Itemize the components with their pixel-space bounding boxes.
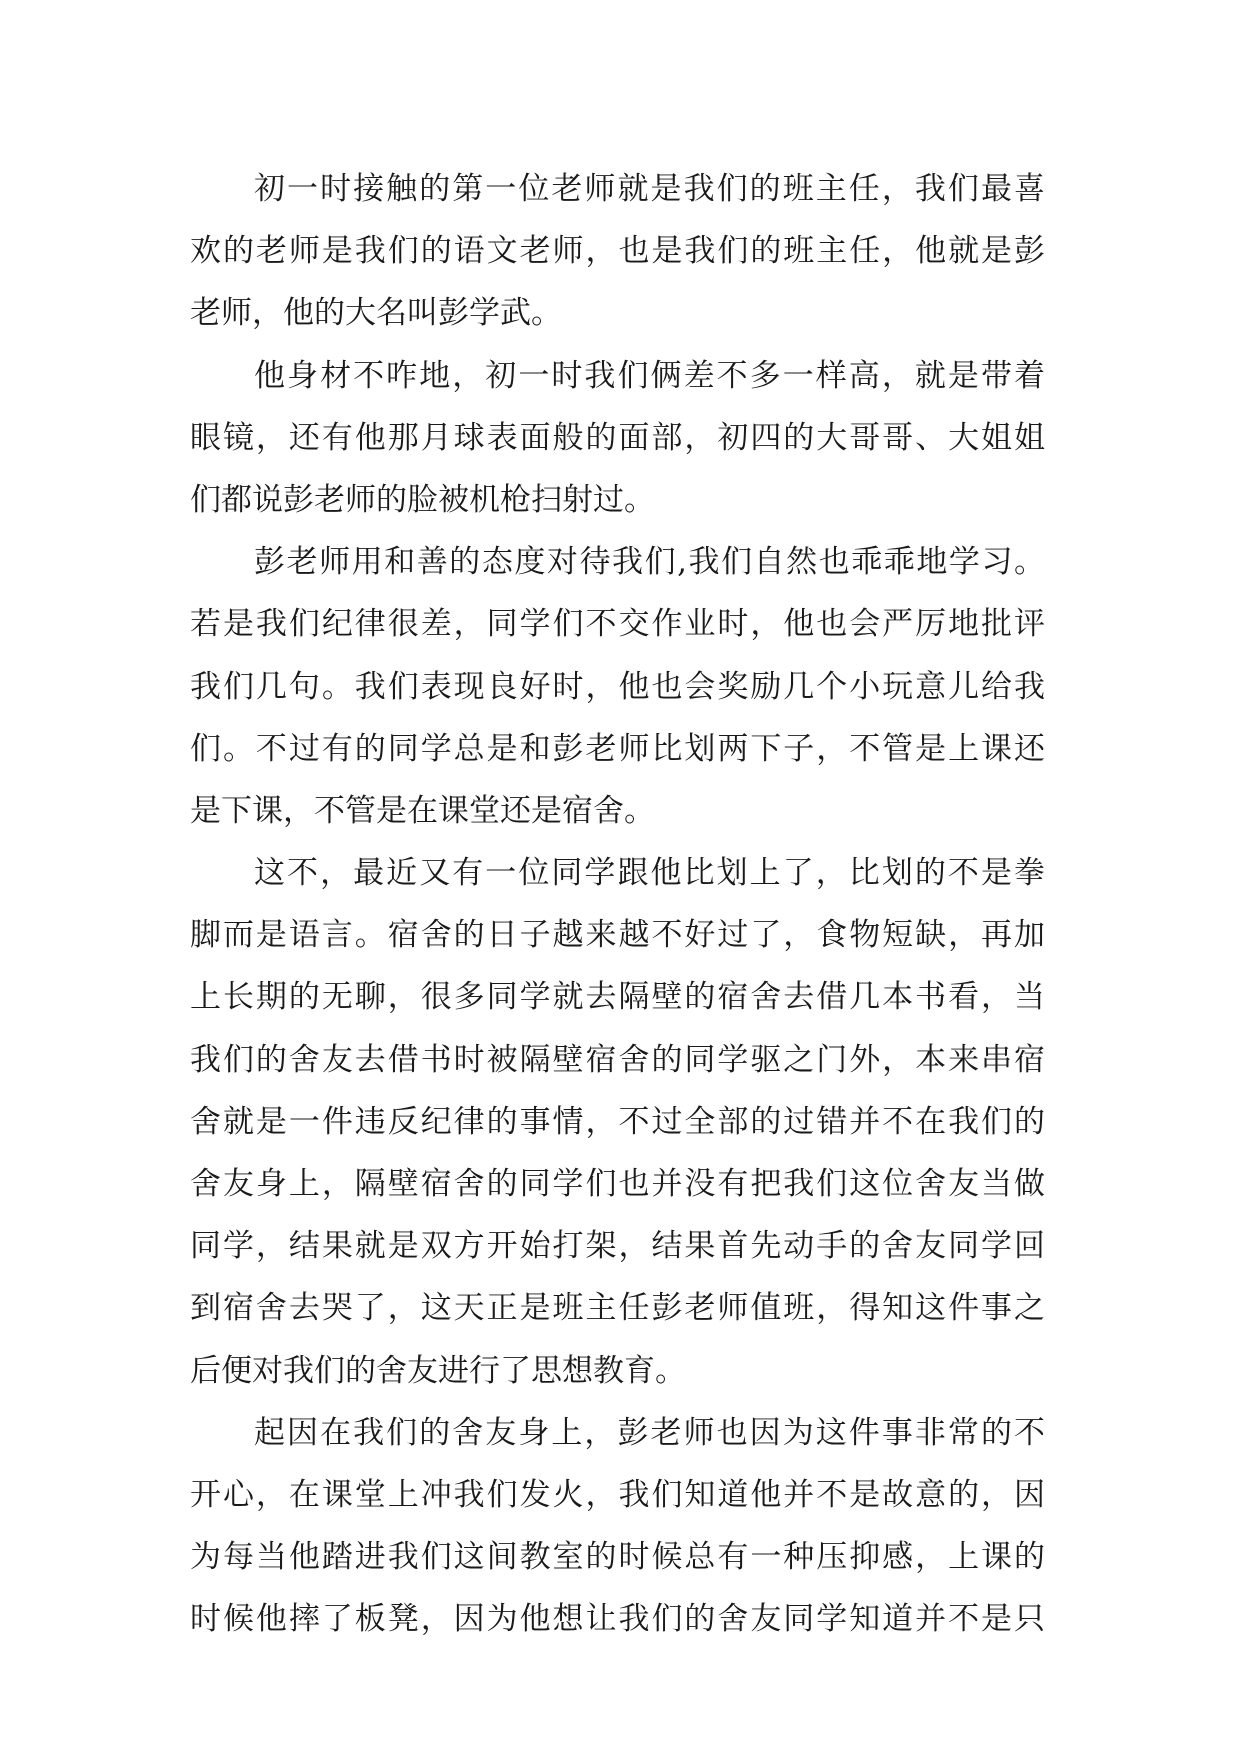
text-line: 上长期的无聊，很多同学就去隔壁的宿舍去借几本书看，当 (190, 979, 1045, 1016)
text-line: 彭老师用和善的态度对待我们,我们自然也乖乖地学习。 (254, 544, 1045, 581)
text-line: 后便对我们的舍友进行了思想教育。 (190, 1352, 686, 1389)
text-line: 这不，最近又有一位同学跟他比划上了，比划的不是拳 (254, 855, 1045, 892)
paragraph (190, 1402, 1045, 1651)
text-line: 眼镜，还有他那月球表面般的面部，初四的大哥哥、大姐姐 (190, 419, 1045, 456)
text-line: 是下课，不管是在课堂还是宿舍。 (190, 792, 655, 829)
text-line: 到宿舍去哭了，这天正是班主任彭老师值班，得知这件事之 (190, 1290, 1045, 1327)
text-line: 老师，他的大名叫彭学武。 (190, 295, 562, 332)
text-line: 脚而是语言。宿舍的日子越来越不好过了，食物短缺，再加 (190, 917, 1045, 954)
text-line: 舍就是一件违反纪律的事情，不过全部的过错并不在我们的 (190, 1103, 1045, 1140)
text-line: 他身材不咋地，初一时我们俩差不多一样高，就是带着 (254, 357, 1045, 394)
document-body (190, 158, 1045, 1651)
paragraph (190, 842, 1045, 1402)
text-line: 们。不过有的同学总是和彭老师比划两下子，不管是上课还 (190, 730, 1045, 767)
text-line: 同学，结果就是双方开始打架，结果首先动手的舍友同学回 (190, 1228, 1045, 1265)
text-line: 欢的老师是我们的语文老师，也是我们的班主任，他就是彭 (190, 233, 1045, 270)
text-line: 开心，在课堂上冲我们发火，我们知道他并不是故意的，因 (190, 1476, 1045, 1513)
text-line: 们都说彭老师的脸被机枪扫射过。 (190, 481, 655, 518)
text-line: 我们的舍友去借书时被隔壁宿舍的同学驱之门外，本来串宿 (190, 1041, 1045, 1078)
text-line: 我们几句。我们表现良好时，他也会奖励几个小玩意儿给我 (190, 668, 1045, 705)
text-line: 起因在我们的舍友身上，彭老师也因为这件事非常的不 (254, 1414, 1045, 1451)
text-line: 为每当他踏进我们这间教室的时候总有一种压抑感，上课的 (190, 1539, 1045, 1576)
text-line: 若是我们纪律很差，同学们不交作业时，他也会严厉地批评 (190, 606, 1045, 643)
text-line: 舍友身上，隔壁宿舍的同学们也并没有把我们这位舍友当做 (190, 1166, 1045, 1202)
paragraph (190, 158, 1045, 345)
paragraph (190, 531, 1045, 842)
paragraph (190, 345, 1045, 532)
text-line: 时候他摔了板凳，因为他想让我们的舍友同学知道并不是只 (190, 1601, 1045, 1638)
text-line: 初一时接触的第一位老师就是我们的班主任，我们最喜 (254, 171, 1045, 207)
